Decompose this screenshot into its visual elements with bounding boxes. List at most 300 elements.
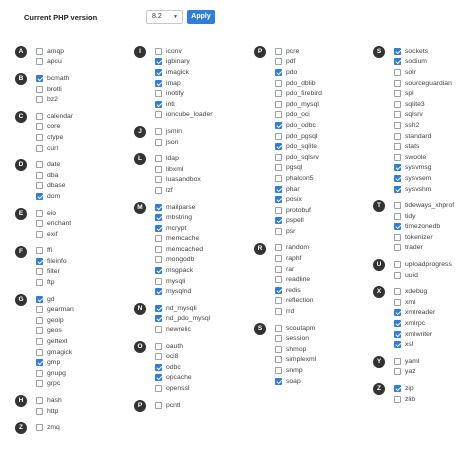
extension-item[interactable] — [36, 132, 130, 143]
extension-item[interactable] — [394, 297, 474, 308]
extension-checkbox[interactable] — [275, 308, 282, 315]
extension-item[interactable] — [155, 341, 249, 352]
extension-label: gmp — [47, 359, 61, 367]
extension-checkbox[interactable] — [155, 353, 162, 360]
extension-checkbox[interactable] — [155, 176, 162, 183]
extension-item[interactable] — [394, 131, 474, 142]
extension-checkbox[interactable] — [36, 86, 43, 93]
extension-item[interactable] — [36, 122, 130, 133]
extension-checkbox[interactable] — [394, 90, 401, 97]
extension-checkbox[interactable] — [155, 385, 162, 392]
extension-checkbox[interactable] — [275, 133, 282, 140]
extension-checkbox[interactable] — [275, 244, 282, 251]
extension-item[interactable] — [155, 351, 249, 362]
extension-checkbox[interactable] — [155, 111, 162, 118]
extension-checkbox[interactable] — [36, 327, 43, 334]
extension-group — [15, 111, 130, 153]
extension-checkbox[interactable] — [275, 266, 282, 273]
extension-checkbox[interactable] — [36, 349, 43, 356]
extension-checkbox[interactable] — [275, 58, 282, 65]
extension-item[interactable] — [394, 394, 474, 405]
extension-checkbox[interactable] — [394, 213, 401, 220]
extension-item[interactable] — [275, 296, 369, 307]
extension-checkbox[interactable] — [394, 368, 401, 375]
extension-item[interactable] — [275, 57, 369, 68]
extension-item[interactable] — [36, 143, 130, 154]
extension-checkbox[interactable] — [275, 154, 282, 161]
extension-checkbox[interactable] — [394, 175, 401, 182]
extension-item[interactable] — [275, 67, 369, 78]
extension-item[interactable] — [394, 88, 474, 99]
extension-checkbox[interactable] — [394, 288, 401, 295]
extension-item[interactable] — [36, 379, 130, 390]
extension-item[interactable] — [275, 205, 369, 216]
extension-item[interactable] — [36, 294, 130, 305]
extension-item[interactable] — [394, 78, 474, 89]
extension-checkbox[interactable] — [275, 101, 282, 108]
extension-checkbox[interactable] — [394, 143, 401, 150]
extension-checkbox[interactable] — [36, 182, 43, 189]
extension-checkbox[interactable] — [394, 48, 401, 55]
extension-label: pcntl — [166, 401, 181, 409]
extension-checkbox[interactable] — [275, 164, 282, 171]
extension-item[interactable] — [36, 111, 130, 122]
extension-checkbox[interactable] — [155, 278, 162, 285]
extension-checkbox[interactable] — [275, 48, 282, 55]
extension-checkbox[interactable] — [36, 96, 43, 103]
extension-label: filter — [47, 268, 60, 276]
extension-label: sockets — [405, 47, 429, 55]
extension-checkbox[interactable] — [394, 202, 401, 209]
extension-label: sqlsrv — [405, 111, 423, 119]
apply-button[interactable]: Apply — [187, 10, 215, 24]
extension-checkbox[interactable] — [36, 380, 43, 387]
extension-checkbox[interactable] — [36, 258, 43, 265]
extension-checkbox[interactable] — [155, 374, 162, 381]
extension-checkbox[interactable] — [394, 223, 401, 230]
extension-checkbox[interactable] — [155, 288, 162, 295]
extension-checkbox[interactable] — [394, 358, 401, 365]
extension-item[interactable] — [394, 152, 474, 163]
extension-checkbox[interactable] — [275, 143, 282, 150]
extension-label: odbc — [166, 363, 181, 371]
extension-item[interactable] — [36, 46, 130, 57]
extension-label: curl — [47, 144, 58, 152]
extension-label: pdf — [286, 58, 296, 66]
extension-item[interactable] — [155, 185, 249, 196]
extension-checkbox[interactable] — [36, 134, 43, 141]
extension-checkbox[interactable] — [275, 217, 282, 224]
extension-item[interactable] — [275, 194, 369, 205]
extension-checkbox[interactable] — [155, 128, 162, 135]
extension-checkbox[interactable] — [394, 272, 401, 279]
extension-item[interactable] — [155, 164, 249, 175]
extension-checkbox[interactable] — [155, 326, 162, 333]
extension-item[interactable] — [155, 265, 249, 276]
group-letter-badge: U — [373, 259, 385, 271]
extension-label: pdo_dblib — [286, 79, 316, 87]
extension-item[interactable] — [155, 78, 249, 89]
extension-checkbox[interactable] — [155, 214, 162, 221]
extension-item[interactable] — [275, 344, 369, 355]
extension-label: swoole — [405, 153, 427, 161]
extension-checkbox[interactable] — [275, 356, 282, 363]
extension-item[interactable] — [36, 395, 130, 406]
extension-item[interactable] — [275, 243, 369, 254]
extension-checkbox[interactable] — [275, 80, 282, 87]
extension-checkbox[interactable] — [155, 305, 162, 312]
extension-item[interactable] — [275, 216, 369, 227]
extension-item[interactable] — [394, 57, 474, 68]
extension-item[interactable] — [275, 274, 369, 285]
extension-item[interactable] — [155, 175, 249, 186]
extension-checkbox[interactable] — [36, 317, 43, 324]
extension-item[interactable] — [36, 422, 130, 433]
extension-item[interactable] — [155, 255, 249, 266]
extension-label: mailparse — [166, 203, 196, 211]
extension-item[interactable] — [275, 365, 369, 376]
extension-item[interactable] — [275, 264, 369, 275]
extension-checkbox[interactable] — [155, 155, 162, 162]
extension-checkbox[interactable] — [36, 58, 43, 65]
extension-item[interactable] — [275, 184, 369, 195]
extension-item[interactable] — [275, 333, 369, 344]
extension-checkbox[interactable] — [36, 359, 43, 366]
extension-checkbox[interactable] — [394, 385, 401, 392]
extension-checkbox[interactable] — [394, 309, 401, 316]
extension-checkbox[interactable] — [155, 80, 162, 87]
extension-item[interactable] — [155, 110, 249, 121]
extension-checkbox[interactable] — [394, 122, 401, 129]
extension-checkbox[interactable] — [394, 261, 401, 268]
extension-checkbox[interactable] — [36, 306, 43, 313]
extension-item[interactable] — [155, 99, 249, 110]
extension-checkbox[interactable] — [155, 90, 162, 97]
extension-item[interactable] — [155, 324, 249, 335]
group-letter-badge: T — [373, 200, 385, 212]
extension-label: lzf — [166, 186, 173, 194]
extension-checkbox[interactable] — [36, 296, 43, 303]
extension-item[interactable] — [155, 202, 249, 213]
extension-checkbox[interactable] — [275, 335, 282, 342]
extension-checkbox[interactable] — [394, 299, 401, 306]
extension-checkbox[interactable] — [275, 255, 282, 262]
extension-checkbox[interactable] — [394, 154, 401, 161]
extension-item[interactable] — [36, 357, 130, 368]
extension-checkbox[interactable] — [36, 193, 43, 200]
extension-item[interactable] — [36, 218, 130, 229]
extension-label: zip — [405, 385, 414, 393]
extension-item[interactable] — [36, 159, 130, 170]
extension-checkbox[interactable] — [36, 161, 43, 168]
extension-item[interactable] — [36, 57, 130, 68]
extension-checkbox[interactable] — [155, 187, 162, 194]
extension-item[interactable] — [36, 191, 130, 202]
group-letter-badge: C — [15, 111, 27, 123]
extension-checkbox[interactable] — [275, 346, 282, 353]
extension-checkbox[interactable] — [275, 122, 282, 129]
extension-label: shmop — [286, 345, 307, 353]
extension-item[interactable] — [394, 184, 474, 195]
extension-item[interactable] — [394, 222, 474, 233]
extension-checkbox[interactable] — [275, 325, 282, 332]
extension-label: xmlrpc — [405, 320, 426, 328]
extension-checkbox[interactable] — [275, 207, 282, 214]
extension-checkbox[interactable] — [275, 186, 282, 193]
extension-checkbox[interactable] — [275, 69, 282, 76]
extension-checkbox[interactable] — [394, 111, 401, 118]
extension-group — [15, 422, 130, 433]
extension-item[interactable] — [394, 259, 474, 270]
extension-item[interactable] — [36, 304, 130, 315]
extension-checkbox[interactable] — [275, 378, 282, 385]
extension-checkbox[interactable] — [275, 175, 282, 182]
extension-label: xsl — [405, 341, 414, 349]
extension-item[interactable] — [155, 126, 249, 137]
extension-item[interactable] — [275, 226, 369, 237]
extension-item[interactable] — [36, 229, 130, 240]
extension-item[interactable] — [36, 73, 130, 84]
extension-checkbox[interactable] — [36, 397, 43, 404]
extension-checkbox[interactable] — [36, 231, 43, 238]
extension-checkbox[interactable] — [155, 69, 162, 76]
extension-item[interactable] — [275, 173, 369, 184]
extension-item[interactable] — [36, 368, 130, 379]
extension-item[interactable] — [36, 326, 130, 337]
extension-label: luasandbox — [166, 176, 201, 184]
extension-label: pdo_odbc — [286, 121, 316, 129]
extension-item[interactable] — [36, 84, 130, 95]
extension-item[interactable] — [275, 120, 369, 131]
extension-checkbox[interactable] — [155, 246, 162, 253]
extension-checkbox[interactable] — [155, 315, 162, 322]
extension-item[interactable] — [36, 277, 130, 288]
extension-checkbox[interactable] — [394, 186, 401, 193]
extension-checkbox[interactable] — [275, 196, 282, 203]
extension-checkbox[interactable] — [36, 424, 43, 431]
extension-checkbox[interactable] — [155, 235, 162, 242]
extension-item[interactable] — [394, 120, 474, 131]
extension-label: sysvmsg — [405, 164, 432, 172]
extension-checkbox[interactable] — [394, 331, 401, 338]
extension-checkbox[interactable] — [155, 101, 162, 108]
extension-checkbox[interactable] — [275, 297, 282, 304]
extension-item[interactable] — [155, 244, 249, 255]
extension-checkbox[interactable] — [275, 90, 282, 97]
extension-item[interactable] — [155, 362, 249, 373]
extension-checkbox[interactable] — [394, 69, 401, 76]
extension-item[interactable] — [394, 383, 474, 394]
extension-checkbox[interactable] — [155, 402, 162, 409]
extension-checkbox[interactable] — [275, 111, 282, 118]
extension-label: memcache — [166, 235, 200, 243]
extension-item[interactable] — [394, 141, 474, 152]
extension-checkbox[interactable] — [155, 58, 162, 65]
extension-checkbox[interactable] — [394, 164, 401, 171]
extension-checkbox[interactable] — [36, 210, 43, 217]
extension-checkbox[interactable] — [36, 338, 43, 345]
extension-item[interactable] — [275, 99, 369, 110]
extension-item[interactable] — [394, 329, 474, 340]
extension-checkbox[interactable] — [155, 267, 162, 274]
extension-item[interactable] — [155, 153, 249, 164]
extension-group — [373, 46, 474, 194]
group-letter-badge: I — [134, 46, 146, 58]
extension-checkbox[interactable] — [155, 48, 162, 55]
group-letter-badge: F — [15, 246, 27, 258]
extension-item[interactable] — [155, 88, 249, 99]
extension-checkbox[interactable] — [155, 364, 162, 371]
extension-item[interactable] — [394, 270, 474, 281]
extension-item[interactable] — [155, 303, 249, 314]
extension-item[interactable] — [36, 315, 130, 326]
group-letter-badge: L — [134, 153, 146, 165]
extension-label: stats — [405, 143, 420, 151]
extension-item[interactable] — [275, 131, 369, 142]
extension-checkbox[interactable] — [155, 139, 162, 146]
extension-item[interactable] — [36, 347, 130, 358]
extension-item[interactable] — [394, 356, 474, 367]
extension-item[interactable] — [394, 232, 474, 243]
extension-checkbox[interactable] — [275, 228, 282, 235]
extension-item[interactable] — [394, 318, 474, 329]
extension-label: xdebug — [405, 288, 428, 296]
extension-item[interactable] — [394, 243, 474, 254]
extension-label: mcrypt — [166, 224, 187, 232]
extension-label: ffi — [47, 247, 53, 255]
php-version-header — [0, 0, 474, 36]
extension-item[interactable] — [275, 78, 369, 89]
extension-item[interactable] — [155, 383, 249, 394]
extension-label: sodium — [405, 58, 427, 66]
extension-checkbox[interactable] — [275, 367, 282, 374]
extension-item[interactable] — [155, 57, 249, 68]
extension-checkbox[interactable] — [394, 58, 401, 65]
extension-item[interactable] — [275, 306, 369, 317]
extension-checkbox[interactable] — [394, 234, 401, 241]
extension-item[interactable] — [36, 406, 130, 417]
extension-item[interactable] — [36, 246, 130, 257]
extension-item[interactable] — [394, 308, 474, 319]
extension-checkbox[interactable] — [155, 343, 162, 350]
extension-item[interactable] — [155, 400, 249, 411]
extension-checkbox[interactable] — [36, 123, 43, 130]
extension-item[interactable] — [275, 355, 369, 366]
extension-item[interactable] — [155, 212, 249, 223]
extension-checkbox[interactable] — [36, 268, 43, 275]
extension-item[interactable] — [155, 46, 249, 57]
extension-item[interactable] — [275, 253, 369, 264]
extension-item[interactable] — [394, 99, 474, 110]
extension-label: simplexml — [286, 356, 317, 364]
extension-checkbox[interactable] — [394, 133, 401, 140]
extension-item[interactable] — [36, 256, 130, 267]
extension-label: yaz — [405, 368, 416, 376]
extension-item[interactable] — [36, 336, 130, 347]
extension-label: snmp — [286, 367, 303, 375]
extension-checkbox[interactable] — [36, 370, 43, 377]
extension-checkbox[interactable] — [36, 247, 43, 254]
extension-item[interactable] — [155, 314, 249, 325]
extension-label: xml — [405, 298, 416, 306]
extension-item[interactable] — [394, 211, 474, 222]
extension-group — [373, 286, 474, 350]
extension-checkbox[interactable] — [155, 225, 162, 232]
extension-label: inotify — [166, 90, 184, 98]
extension-item[interactable] — [36, 170, 130, 181]
extension-item[interactable] — [275, 376, 369, 387]
extension-item[interactable] — [394, 163, 474, 174]
extension-checkbox[interactable] — [36, 220, 43, 227]
extension-label: solr — [405, 68, 416, 76]
extension-item[interactable] — [275, 323, 369, 334]
extension-item[interactable] — [155, 137, 249, 148]
extension-item[interactable] — [394, 286, 474, 297]
extension-group — [134, 202, 249, 297]
extension-checkbox[interactable] — [394, 320, 401, 327]
extension-checkbox[interactable] — [275, 287, 282, 294]
extension-item[interactable] — [394, 110, 474, 121]
extension-item[interactable] — [275, 110, 369, 121]
extension-item[interactable] — [275, 163, 369, 174]
extension-checkbox[interactable] — [155, 204, 162, 211]
extension-item[interactable] — [394, 200, 474, 211]
extension-item[interactable] — [155, 67, 249, 78]
extension-item[interactable] — [36, 267, 130, 278]
extension-item[interactable] — [275, 141, 369, 152]
extension-label: pdo_mysql — [286, 100, 319, 108]
extension-checkbox[interactable] — [36, 113, 43, 120]
group-letter-badge: R — [254, 243, 266, 255]
extension-checkbox[interactable] — [36, 145, 43, 152]
extension-item[interactable] — [275, 88, 369, 99]
extension-item[interactable] — [36, 94, 130, 105]
extension-item[interactable] — [394, 339, 474, 350]
extension-item[interactable] — [275, 285, 369, 296]
extension-item[interactable] — [275, 152, 369, 163]
extension-checkbox[interactable] — [394, 341, 401, 348]
extension-item[interactable] — [155, 286, 249, 297]
extension-item[interactable] — [155, 223, 249, 234]
extension-item[interactable] — [394, 46, 474, 57]
php-version-select[interactable] — [146, 10, 183, 24]
extension-item[interactable] — [394, 367, 474, 378]
extension-item[interactable] — [155, 373, 249, 384]
extension-item[interactable] — [155, 234, 249, 245]
extension-item[interactable] — [275, 46, 369, 57]
extension-group — [15, 208, 130, 240]
extension-checkbox[interactable] — [36, 408, 43, 415]
extension-item[interactable] — [36, 181, 130, 192]
extension-checkbox[interactable] — [36, 75, 43, 82]
extension-checkbox[interactable] — [36, 48, 43, 55]
extension-item[interactable] — [394, 67, 474, 78]
extension-checkbox[interactable] — [394, 101, 401, 108]
extension-item[interactable] — [155, 276, 249, 287]
extension-label: xmlreader — [405, 309, 436, 317]
extension-checkbox[interactable] — [394, 80, 401, 87]
extension-checkbox[interactable] — [394, 396, 401, 403]
extension-checkbox[interactable] — [36, 279, 43, 286]
extension-label: pspell — [286, 217, 304, 225]
extension-item[interactable] — [394, 173, 474, 184]
extension-item[interactable] — [36, 208, 130, 219]
extension-checkbox[interactable] — [275, 276, 282, 283]
extension-checkbox[interactable] — [155, 256, 162, 263]
extension-checkbox[interactable] — [155, 166, 162, 173]
extension-checkbox[interactable] — [394, 244, 401, 251]
extension-checkbox[interactable] — [36, 172, 43, 179]
